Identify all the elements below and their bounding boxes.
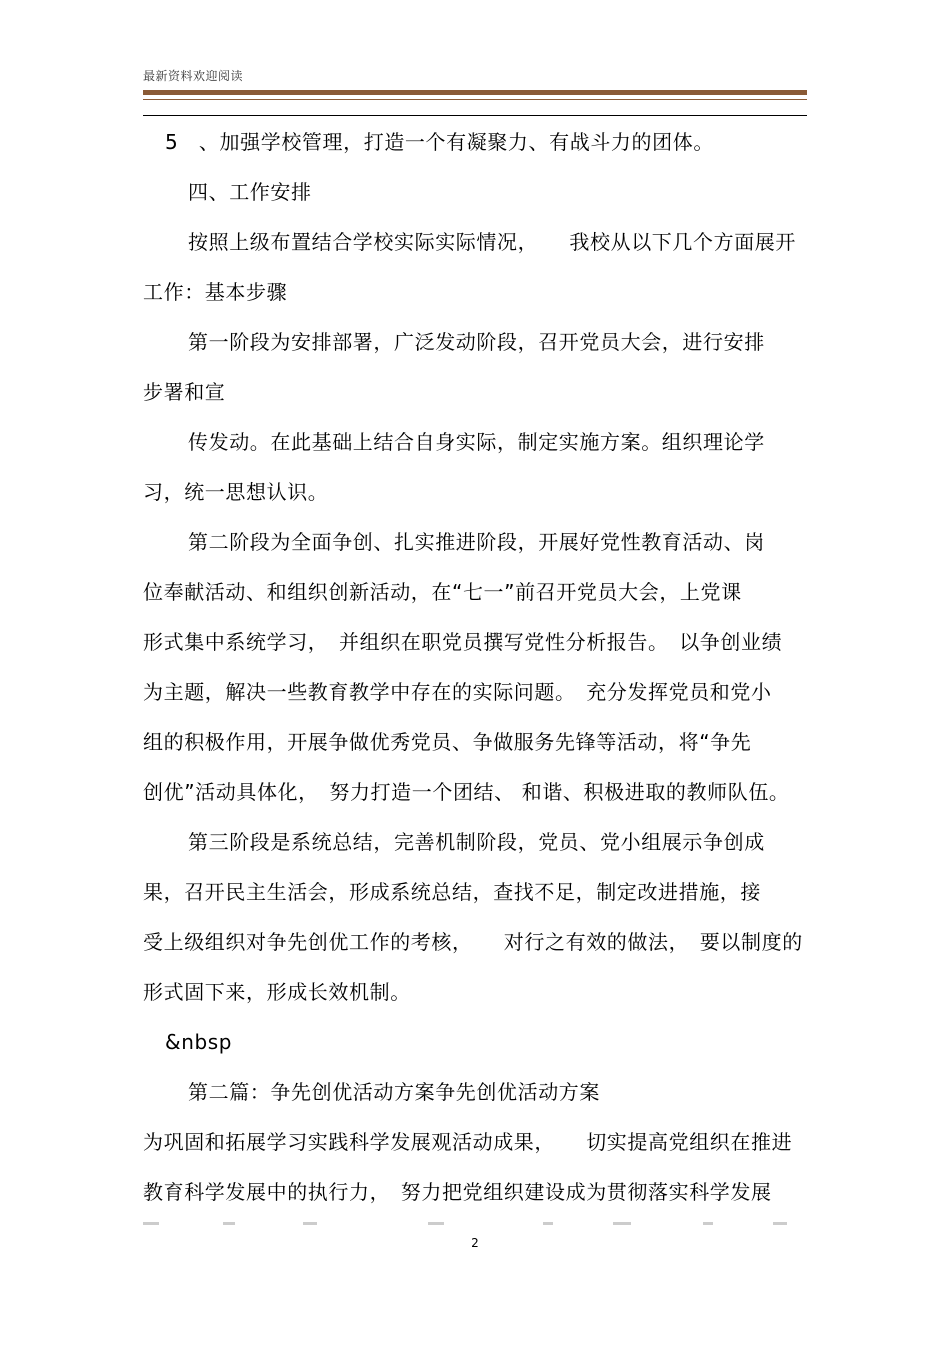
body-line: 组的积极作用，开展争做优秀党员、争做服务先锋等活动，将“争先 <box>143 730 752 754</box>
body-line: 第二阶段为全面争创、扎实推进阶段，开展好党性教育活动、岗 <box>188 530 765 554</box>
body-line: 按照上级布置结合学校实际实际情况， 我校从以下几个方面展开 <box>188 230 796 254</box>
cut-off-text-line <box>143 1222 807 1228</box>
body-line: 教育科学发展中的执行力， 努力把党组织建设成为贯彻落实科学发展 <box>143 1180 772 1204</box>
body-line: 受上级组织对争先创优工作的考核， 对行之有效的做法， 要以制度的 <box>143 930 803 954</box>
page-header-title: 最新资料欢迎阅读 <box>143 69 244 83</box>
body-line: 为主题，解决一些教育教学中存在的实际问题。 充分发挥党员和党小 <box>143 680 772 704</box>
header-rule-thin <box>143 99 807 100</box>
body-line: 工作：基本步骤 <box>143 280 288 304</box>
body-line: 习，统一思想认识。 <box>143 480 329 504</box>
body-line: 形式固下来，形成长效机制。 <box>143 980 411 1004</box>
body-line: 步署和宣 <box>143 380 226 404</box>
body-line: 第一阶段为安排部署，广泛发动阶段，召开党员大会，进行安排 <box>188 330 765 354</box>
header-rule-thick <box>143 90 807 95</box>
body-line: 形式集中系统学习， 并组织在职党员撰写党性分析报告。 以争创业绩 <box>143 630 783 654</box>
body-line: 5 、加强学校管理，打造一个有凝聚力、有战斗力的团体。 <box>165 130 714 154</box>
body-line: 第三阶段是系统总结，完善机制阶段，党员、党小组展示争创成 <box>188 830 765 854</box>
section-heading: 第二篇：争先创优活动方案争先创优活动方案 <box>188 1080 600 1104</box>
body-line: &nbsp <box>165 1030 233 1054</box>
section-heading: 四、工作安排 <box>188 180 312 204</box>
body-line: 传发动。在此基础上结合自身实际，制定实施方案。组织理论学 <box>188 430 765 454</box>
page-number: 2 <box>471 1236 479 1250</box>
body-top-rule <box>143 115 807 116</box>
body-line: 为巩固和拓展学习实践科学发展观活动成果， 切实提高党组织在推进 <box>143 1130 793 1154</box>
body-line: 果，召开民主生活会，形成系统总结，查找不足，制定改进措施，接 <box>143 880 761 904</box>
body-line: 创优”活动具体化， 努力打造一个团结、 和谐、积极进取的教师队伍。 <box>143 780 790 804</box>
body-line: 位奉献活动、和组织创新活动，在“七一”前召开党员大会，上党课 <box>143 580 742 604</box>
